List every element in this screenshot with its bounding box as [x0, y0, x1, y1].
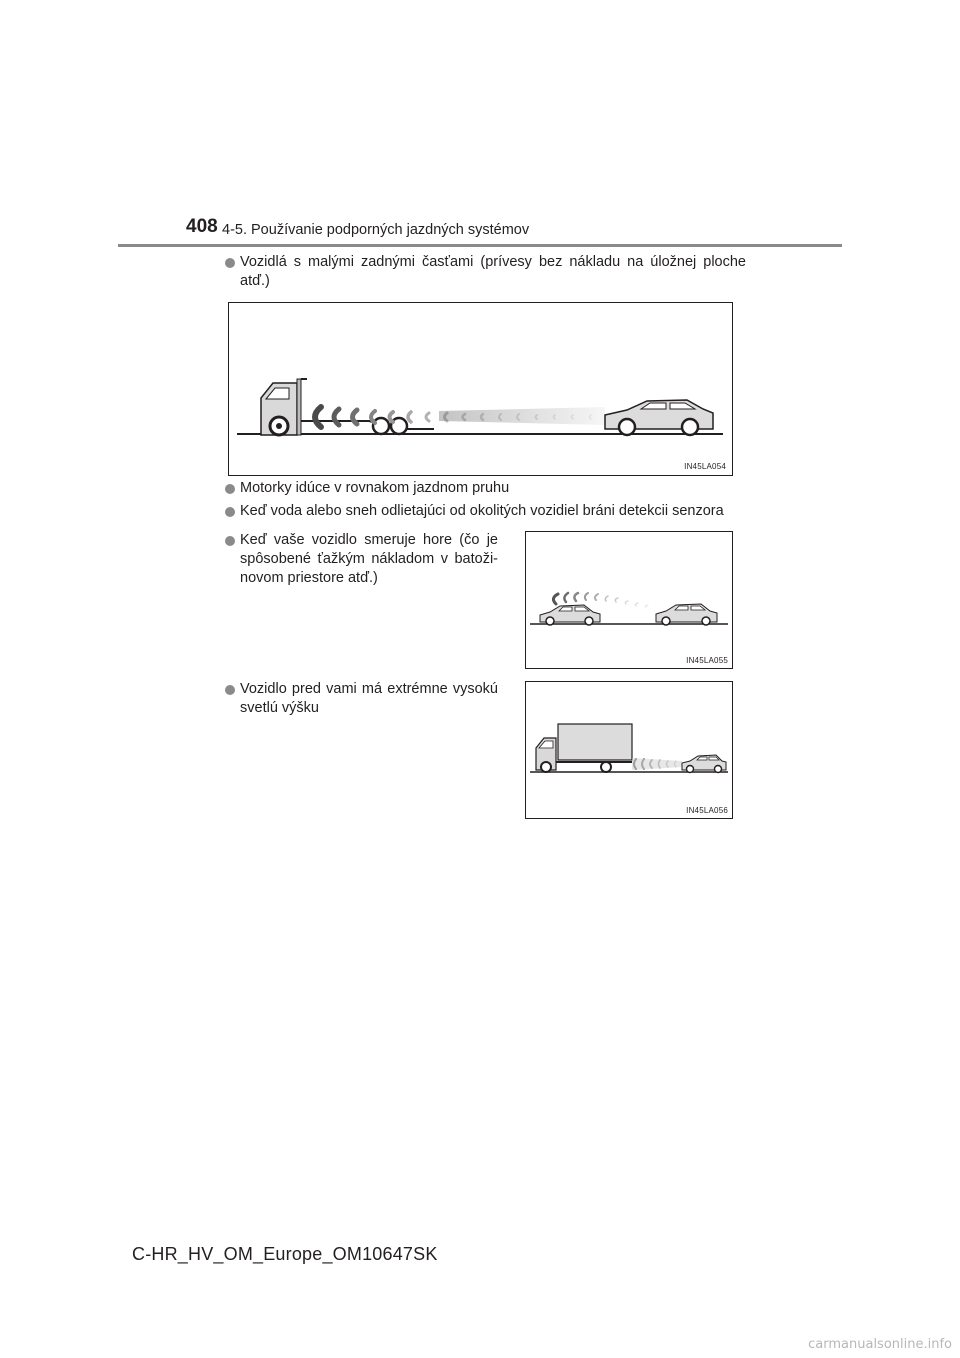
- figure-code: IN45LA054: [684, 462, 726, 471]
- header-divider: [118, 244, 842, 247]
- figure-code: IN45LA056: [686, 806, 728, 815]
- bullet-marker: [225, 685, 235, 695]
- bullet-marker: [225, 484, 235, 494]
- section-title: 4-5. Používanie podporných jazdných systémov: [222, 222, 530, 238]
- bullet-text: Vozidlo pred vami má extrémne vysokú svetlú výšku: [240, 681, 498, 716]
- uphill-car-illustration: [526, 532, 732, 668]
- bullet-text: Keď vaše vozidlo smeruje hore (čo je spôsobené ťažkým nákladom v batoži-novom priestore atď.): [240, 532, 498, 586]
- bullet-text: Motorky idúce v rovnakom jazdnom pruhu: [240, 480, 510, 496]
- trailer-car-illustration: [229, 303, 732, 475]
- page-number: 408: [186, 216, 218, 237]
- figure-trailer-illustration: [228, 302, 733, 476]
- bullet-marker: [225, 507, 235, 517]
- bullet-text: Keď voda alebo sneh odlietajúci od okolitých vozidiel bráni detekcii senzora: [240, 503, 724, 519]
- figure-high-clearance-illustration: [525, 681, 733, 819]
- bullet-text: Vozidlá s malými zadnými časťami (prívesy bez nákladu na úložnej ploche atď.): [240, 254, 746, 289]
- bullet-marker: [225, 258, 235, 268]
- figure-code: IN45LA055: [686, 656, 728, 665]
- bullet-marker: [225, 536, 235, 546]
- figure-uphill-illustration: [525, 531, 733, 669]
- watermark: carmanualsonline.info: [808, 1337, 952, 1352]
- high-clearance-truck-illustration: [526, 682, 732, 818]
- document-id: C-HR_HV_OM_Europe_OM10647SK: [132, 1244, 438, 1264]
